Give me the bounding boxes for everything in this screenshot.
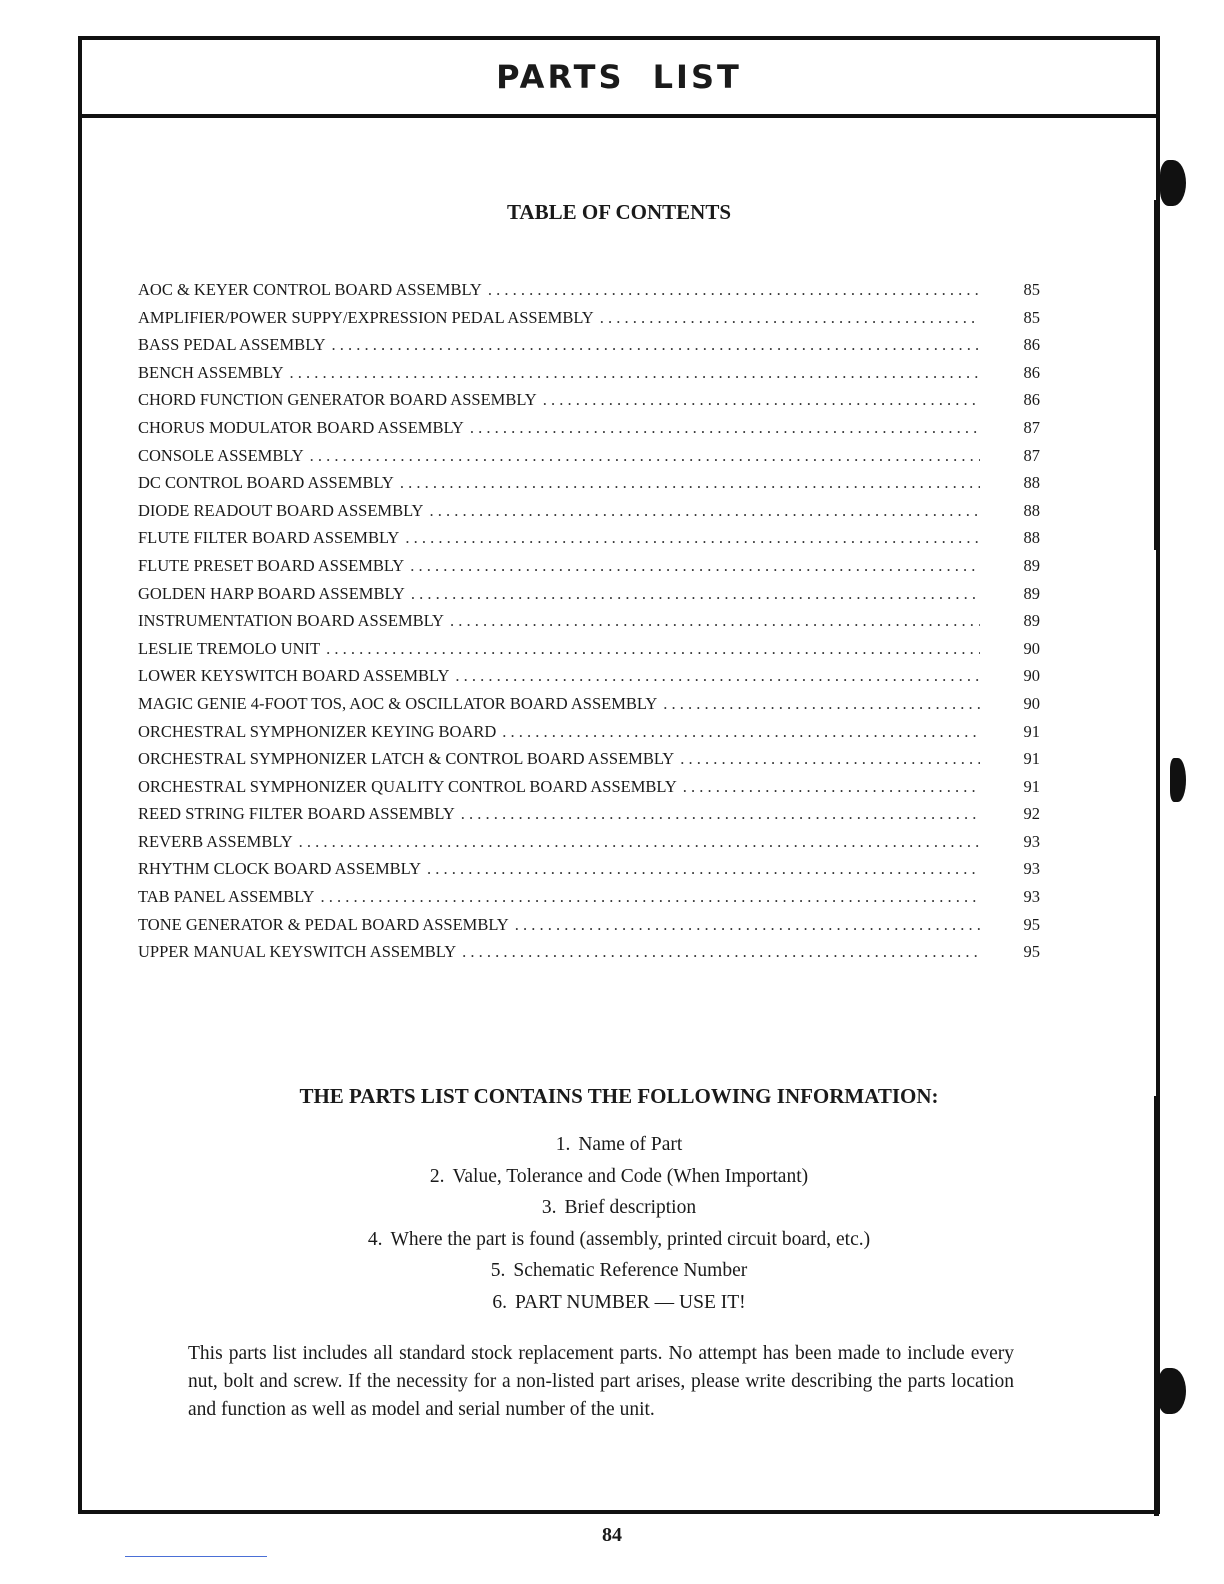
toc-leader-dots bbox=[450, 611, 980, 631]
toc-entry-label: CONSOLE ASSEMBLY bbox=[138, 445, 304, 465]
toc-entry bbox=[138, 887, 1040, 915]
toc-leader-dots bbox=[461, 804, 980, 824]
toc-leader-dots bbox=[462, 942, 980, 962]
toc-entry-page: 93 bbox=[1023, 887, 1040, 907]
toc-entry-page: 93 bbox=[1023, 831, 1040, 851]
toc-entry-page: 90 bbox=[1023, 638, 1040, 658]
toc-entry-page: 88 bbox=[1023, 500, 1040, 520]
toc-entry-label: TAB PANEL ASSEMBLY bbox=[138, 887, 315, 907]
toc-entry-label: FLUTE FILTER BOARD ASSEMBLY bbox=[138, 528, 400, 548]
toc-leader-dots bbox=[400, 473, 980, 493]
toc-entry-page: 95 bbox=[1023, 914, 1040, 934]
toc-entry bbox=[138, 666, 1040, 694]
page-frame bbox=[78, 36, 1160, 1514]
toc-entry bbox=[138, 308, 1040, 336]
info-item bbox=[82, 1166, 1156, 1198]
toc-leader-dots bbox=[332, 335, 980, 355]
toc-entry bbox=[138, 749, 1040, 777]
toc-entry bbox=[138, 639, 1040, 667]
toc-leader-dots bbox=[543, 390, 980, 410]
toc-leader-dots bbox=[683, 777, 980, 797]
toc-leader-dots bbox=[470, 418, 980, 438]
info-item bbox=[82, 1197, 1156, 1229]
toc-entry bbox=[138, 777, 1040, 805]
info-item-number: 2. bbox=[429, 1165, 445, 1187]
toc-entry-label: REVERB ASSEMBLY bbox=[138, 831, 293, 851]
page-title: PARTS LIST bbox=[496, 58, 742, 96]
info-item-number: 6. bbox=[492, 1291, 507, 1313]
toc-entry-label: REED STRING FILTER BOARD ASSEMBLY bbox=[138, 804, 455, 824]
binding-mark-top bbox=[1160, 160, 1186, 206]
toc-entry-page: 95 bbox=[1023, 942, 1040, 962]
toc-entry bbox=[138, 418, 1040, 446]
toc-entry-label: ORCHESTRAL SYMPHONIZER KEYING BOARD bbox=[138, 721, 497, 741]
toc-leader-dots bbox=[515, 915, 980, 935]
toc-entry-page: 89 bbox=[1023, 555, 1040, 575]
toc-leader-dots bbox=[320, 887, 980, 907]
toc-entry bbox=[138, 528, 1040, 556]
toc-leader-dots bbox=[455, 666, 980, 686]
toc-leader-dots bbox=[600, 308, 980, 328]
toc-entry-label: FLUTE PRESET BOARD ASSEMBLY bbox=[138, 555, 405, 575]
edge-bar-upper bbox=[1154, 200, 1159, 550]
toc-entry bbox=[138, 722, 1040, 750]
toc-entry-page: 90 bbox=[1023, 666, 1040, 686]
toc-entry-page: 86 bbox=[1023, 390, 1040, 410]
toc-entry bbox=[138, 390, 1040, 418]
info-item bbox=[82, 1134, 1156, 1166]
toc-leader-dots bbox=[411, 584, 980, 604]
toc-leader-dots bbox=[680, 749, 980, 769]
info-item-number: 5. bbox=[490, 1260, 506, 1282]
toc-list bbox=[138, 280, 1040, 970]
toc-title: TABLE OF CONTENTS bbox=[506, 200, 732, 224]
toc-entry-page: 87 bbox=[1023, 417, 1040, 437]
info-item-text: PART NUMBER — USE IT! bbox=[514, 1291, 746, 1313]
toc-entry-page: 87 bbox=[1023, 445, 1040, 465]
toc-entry-label: MAGIC GENIE 4-FOOT TOS, AOC & OSCILLATOR BOARD ASSEMBLY bbox=[138, 693, 658, 713]
toc-leader-dots bbox=[502, 722, 980, 742]
binding-mark-middle bbox=[1170, 758, 1186, 802]
toc-leader-dots bbox=[429, 501, 980, 521]
toc-entry-page: 93 bbox=[1023, 859, 1040, 879]
toc-entry-page: 88 bbox=[1023, 473, 1040, 493]
toc-entry bbox=[138, 804, 1040, 832]
toc-leader-dots bbox=[405, 528, 980, 548]
info-item-text: Where the part is found (assembly, printed circuit board, etc.) bbox=[390, 1228, 871, 1250]
info-item bbox=[82, 1229, 1156, 1261]
toc-entry-label: GOLDEN HARP BOARD ASSEMBLY bbox=[138, 583, 405, 603]
toc-entry-label: CHORUS MODULATOR BOARD ASSEMBLY bbox=[138, 417, 464, 437]
toc-entry bbox=[138, 446, 1040, 474]
toc-entry bbox=[138, 584, 1040, 612]
toc-entry-page: 91 bbox=[1023, 721, 1040, 741]
toc-entry-label: CHORD FUNCTION GENERATOR BOARD ASSEMBLY bbox=[138, 390, 537, 410]
info-item-text: Schematic Reference Number bbox=[513, 1260, 748, 1282]
toc-entry-page: 88 bbox=[1023, 528, 1040, 548]
toc-entry-label: INSTRUMENTATION BOARD ASSEMBLY bbox=[138, 611, 444, 631]
toc-entry bbox=[138, 556, 1040, 584]
link-underline bbox=[125, 1556, 267, 1557]
toc-entry bbox=[138, 915, 1040, 943]
page-number: 84 bbox=[602, 1524, 622, 1546]
info-item-number: 4. bbox=[367, 1228, 383, 1250]
toc-entry bbox=[138, 694, 1040, 722]
info-item-text: Name of Part bbox=[578, 1134, 683, 1155]
toc-entry-label: LOWER KEYSWITCH BOARD ASSEMBLY bbox=[138, 666, 450, 686]
toc-entry-page: 85 bbox=[1023, 280, 1040, 299]
toc-leader-dots bbox=[299, 832, 980, 852]
toc-entry-page: 90 bbox=[1023, 693, 1040, 713]
toc-leader-dots bbox=[427, 859, 980, 879]
info-note: This parts list includes all standard stock replacement parts. No attempt has been made to include every nut, bolt and screw. If the necessity for a non-listed part arises, please write describing the parts location and function as well as model and serial number of the unit. bbox=[188, 1343, 1014, 1420]
toc-leader-dots bbox=[410, 556, 980, 576]
info-item-text: Brief description bbox=[564, 1197, 697, 1219]
toc-leader-dots bbox=[488, 280, 980, 300]
toc-entry-label: DIODE READOUT BOARD ASSEMBLY bbox=[138, 500, 424, 520]
toc-entry-label: BASS PEDAL ASSEMBLY bbox=[138, 335, 326, 355]
toc-entry-page: 91 bbox=[1023, 749, 1040, 769]
toc-entry-label: RHYTHM CLOCK BOARD ASSEMBLY bbox=[138, 859, 422, 879]
toc-entry-label: LESLIE TREMOLO UNIT bbox=[138, 638, 321, 658]
toc-entry bbox=[138, 335, 1040, 363]
page-header bbox=[82, 40, 1156, 118]
toc-entry bbox=[138, 942, 1040, 970]
toc-leader-dots bbox=[326, 639, 980, 659]
toc-entry-page: 91 bbox=[1023, 776, 1040, 796]
toc-entry-page: 85 bbox=[1023, 307, 1040, 327]
toc-entry-label: TONE GENERATOR & PEDAL BOARD ASSEMBLY bbox=[138, 914, 509, 934]
edge-bar-lower bbox=[1154, 1096, 1159, 1516]
info-item bbox=[82, 1292, 1156, 1324]
toc-entry bbox=[138, 832, 1040, 860]
binding-mark-bottom bbox=[1158, 1368, 1186, 1414]
toc-leader-dots bbox=[290, 363, 980, 383]
toc-entry bbox=[138, 501, 1040, 529]
toc-entry-page: 89 bbox=[1023, 583, 1040, 603]
info-title: THE PARTS LIST CONTAINS THE FOLLOWING INFORMATION: bbox=[299, 1084, 939, 1108]
toc-leader-dots bbox=[663, 694, 980, 714]
info-item-number: 1. bbox=[555, 1134, 571, 1155]
toc-entry-label: AMPLIFIER/POWER SUPPY/EXPRESSION PEDAL ASSEMBLY bbox=[138, 307, 594, 327]
toc-leader-dots bbox=[310, 446, 980, 466]
toc-entry-label: ORCHESTRAL SYMPHONIZER QUALITY CONTROL BOARD ASSEMBLY bbox=[138, 776, 677, 796]
info-item bbox=[82, 1260, 1156, 1292]
info-list bbox=[82, 1134, 1156, 1324]
info-item-number: 3. bbox=[541, 1197, 557, 1219]
info-item-text: Value, Tolerance and Code (When Important) bbox=[452, 1165, 809, 1187]
toc-entry-page: 86 bbox=[1023, 362, 1040, 382]
toc-entry-label: UPPER MANUAL KEYSWITCH ASSEMBLY bbox=[138, 942, 457, 962]
toc-entry-label: BENCH ASSEMBLY bbox=[138, 362, 284, 382]
toc-entry-label: ORCHESTRAL SYMPHONIZER LATCH & CONTROL BOARD ASSEMBLY bbox=[138, 749, 675, 769]
toc-entry bbox=[138, 611, 1040, 639]
toc-entry-label: DC CONTROL BOARD ASSEMBLY bbox=[138, 473, 394, 493]
toc-entry-page: 89 bbox=[1023, 611, 1040, 631]
toc-entry bbox=[138, 363, 1040, 391]
toc-entry-label: AOC & KEYER CONTROL BOARD ASSEMBLY bbox=[138, 280, 482, 299]
toc-entry-page: 86 bbox=[1023, 335, 1040, 355]
toc-entry bbox=[138, 859, 1040, 887]
toc-entry bbox=[138, 280, 1040, 308]
toc-entry-page: 92 bbox=[1023, 804, 1040, 824]
toc-entry bbox=[138, 473, 1040, 501]
